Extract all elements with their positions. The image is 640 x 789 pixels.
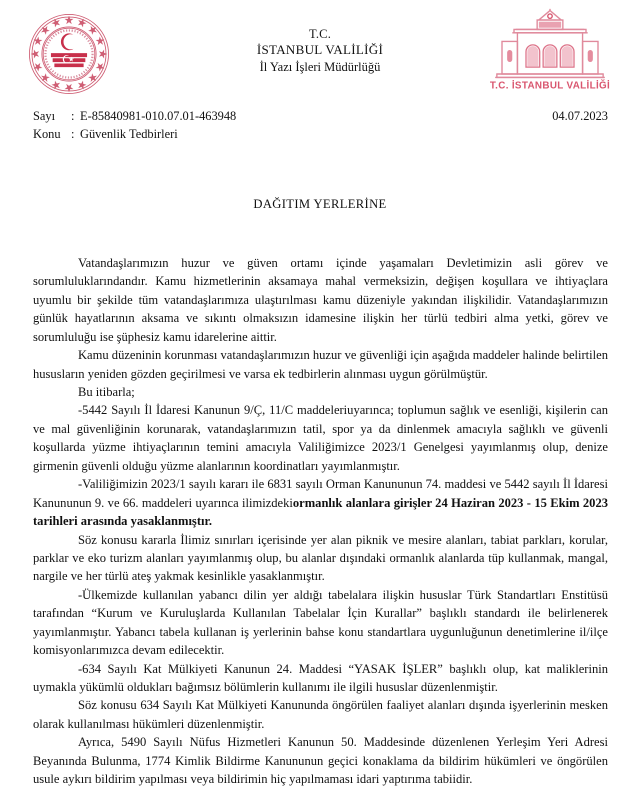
konu-label: Konu: [33, 126, 61, 141]
sayi-value: E-85840981-010.07.01-463948: [80, 109, 237, 123]
body-paragraph-5: [33, 475, 608, 530]
header-line-governorship: İSTANBUL VALİLİĞİ: [256, 42, 384, 57]
body-paragraph-3: Bu itibarla;: [78, 385, 135, 400]
istanbul-governorship-building-logo-icon: [490, 6, 610, 94]
letterhead: [0, 0, 640, 100]
header-line-department: İl Yazı İşleri Müdürlüğü: [259, 59, 381, 74]
body-paragraph-5-text: -Valiliğimizin 2023/1 sayılı kararı ile 6831 sayılı Orman Kanununun 74. maddesi ve 5442 sayılı İl İdaresi Kanununun 9. ve 66. maddeleri uyarınca ilimizdeki: [33, 477, 608, 510]
sayi-label: Sayı: [33, 109, 56, 123]
addressee-line: DAĞITIM YERLERİNE: [253, 196, 387, 211]
sayi-separator: :: [71, 109, 75, 123]
body-paragraph-7: -Ülkemizde kullanılan yabancı dilin yer aldığı tabelalara ilişkin hususlar Türk Standartları Enstitüsü tarafından “Kurum ve Kuruluşlarda Kullanılan Tabelalar İçin Kurallar” başlıklı standardı ile belirlenerek yayımlanmıştır. Yabancı tabela kullanan iş yerlerinin bahse konu standartlara uygunluğunun denetimlerine il/ilçe komisyonlarımızca devam edilecektir.: [33, 587, 608, 658]
forest-entry-ban-highlight: ormanlık alanlara girişler 24 Haziran 2023 - 15 Ekim 2023 tarihleri arasında yasaklanmıştır.: [33, 495, 608, 529]
body-paragraph-10: Ayrıca, 5490 Sayılı Nüfus Hizmetleri Kanunun 50. Maddesinde düzenlenen Yerleşim Yeri Adresi Beyanında Bulunma, 1774 Kimlik Bildirme Kanununun geçici konaklama da bildirim hükümleri ve öngörülen usule aykırı bildirim yapılması veya bildirimin hiç yapılmaması idari yaptırıma tabiidir.: [33, 735, 608, 787]
document-meta: [33, 108, 608, 144]
body-paragraph-6: Söz konusu kararla İlimiz sınırları içerisinde yer alan piknik ve mesire alanları, tabiat parkları, korular, parklar ve eko turizm alanları yayımlanmış olup, bu alanlar dışındaki ormanlık alanlarda tüp kullanmak, mangal, nargile ve her türlü ateş yakmak kesinlikle yasaklanmıştır.: [33, 532, 608, 584]
konu-separator: :: [71, 126, 75, 141]
body-paragraph-4: -5442 Sayılı İl İdaresi Kanunun 9/Ç, 11/C maddeleriuyarınca; toplumun sağlık ve esenliği, kişilerin can ve mal güvenliğinin korunarak, vatandaşlarımızın tatil, spor ya da dinlenmek amacıyla sağlıklı ve güvenli koşullarda yüzme ihtiyaçlarının temini amacıyla Valiliğimizce 2023/1 Genelgesi yayımlanmış olup, denize girmenin güvenli olduğu yüzme alanlarının koordinatları yayımlanmıştır.: [33, 403, 608, 473]
meta-row-konu: [33, 126, 608, 144]
header-line-tc: T.C.: [308, 27, 332, 41]
konu-value: Güvenlik Tedbirleri: [80, 126, 178, 141]
body-paragraph-2: Kamu düzeninin korunması vatandaşlarımızın huzur ve güvenliği için aşağıda maddeler halinde belirtilen hususların yeniden gözden geçirilmesi ve varsa ek tedbirlerin alınması uygun görülmüştür.: [33, 348, 608, 381]
body-paragraph-9: Söz konusu 634 Sayılı Kat Mülkiyeti Kanununda öngörülen faaliyet alanları dışında işyerlerinin mesken olarak kullanılması hükümleri düzenlenmiştir.: [33, 698, 608, 731]
meta-row-sayi: [33, 108, 608, 126]
body-paragraph-1: Vatandaşlarımızın huzur ve güven ortamı içinde yaşamaları Devletimizin asli görev ve sorumluluklarındandır. Kamu hizmetlerinin aksamaya mahal vermeksizin, değişen koşullara ve ihtiyaçlara uyumlu bir şekilde tüm vatandaşlarımıza ulaştırılması kamu düzeniyle yakından ilişkilidir. Vatandaşlarımızın günlük hayatlarının aksama ve sıkıntı olmaksızın idamesine ilişkin her türlü tedbiri alma yetki, görev ve sorumluluğu ise şüphesiz kamu idarelerine aittir.: [33, 255, 608, 344]
document-body: [33, 212, 608, 789]
body-paragraph-8: -634 Sayılı Kat Mülkiyeti Kanunun 24. Maddesi “YASAK İŞLER” başlıklı olup, kat maliklerinin uymakla yükümlü oldukları bağımsız bölümlerin kullanımı ile ilgili hususlar düzenlenmiştir.: [33, 661, 608, 695]
svg-text:T.C. İSTANBUL VALİLİĞİ: T.C. İSTANBUL VALİLİĞİ: [490, 80, 610, 92]
document-date: 04.07.2023: [552, 109, 608, 123]
